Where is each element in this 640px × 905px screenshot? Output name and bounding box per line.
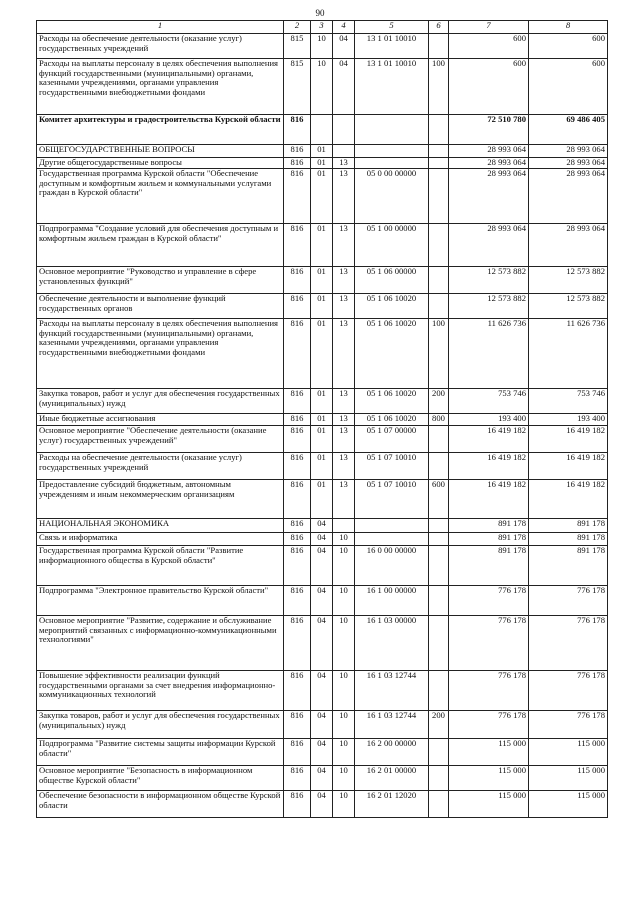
grbs-code-cell: 816 bbox=[284, 519, 311, 533]
budget-table bbox=[36, 20, 608, 818]
table-row bbox=[37, 616, 608, 671]
table-row bbox=[37, 453, 608, 480]
section-code-cell: 04 bbox=[311, 533, 333, 546]
row-name-cell: Расходы на обеспечение деятельности (оказание услуг) государственных учреждений bbox=[37, 34, 284, 59]
table-row bbox=[37, 169, 608, 224]
grbs-code-cell: 816 bbox=[284, 791, 311, 818]
column-number-row bbox=[37, 21, 608, 34]
row-name-cell: Расходы на выплаты персоналу в целях обеспечения выполнения функций государственными (муниципальными) органами, казенными учреждениями, органами управления государственными внебюджетными фондами bbox=[37, 319, 284, 389]
row-name-cell: Расходы на выплаты персоналу в целях обеспечения выполнения функций государственными (муниципальными) органами, казенными учреждениями, органами управления государственными внебюджетными фондами bbox=[37, 59, 284, 115]
row-name-cell: Основное мероприятие "Безопасность в информационном обществе Курской области" bbox=[37, 766, 284, 791]
col-header-amount-year2: 8 bbox=[529, 21, 608, 34]
amount-year2-cell: 776 178 bbox=[529, 616, 608, 671]
page-number: 90 bbox=[315, 8, 325, 18]
amount-year2-cell: 12 573 882 bbox=[529, 267, 608, 294]
amount-year2-cell: 28 993 064 bbox=[529, 145, 608, 158]
col-header-amount-year1: 7 bbox=[449, 21, 529, 34]
expense-type-cell bbox=[429, 791, 449, 818]
amount-year2-cell: 11 626 736 bbox=[529, 319, 608, 389]
amount-year2-cell: 115 000 bbox=[529, 739, 608, 766]
section-code-cell: 04 bbox=[311, 711, 333, 739]
col-header-section: 3 bbox=[311, 21, 333, 34]
amount-year2-cell: 16 419 182 bbox=[529, 480, 608, 519]
grbs-code-cell: 816 bbox=[284, 145, 311, 158]
grbs-code-cell: 816 bbox=[284, 739, 311, 766]
section-code-cell: 04 bbox=[311, 739, 333, 766]
amount-year1-cell: 776 178 bbox=[449, 671, 529, 711]
row-name-cell: Иные бюджетные ассигнования bbox=[37, 414, 284, 426]
amount-year1-cell: 193 400 bbox=[449, 414, 529, 426]
table-row bbox=[37, 115, 608, 145]
grbs-code-cell: 816 bbox=[284, 169, 311, 224]
amount-year1-cell: 115 000 bbox=[449, 791, 529, 818]
section-code-cell: 01 bbox=[311, 169, 333, 224]
target-article-cell: 16 1 03 00000 bbox=[355, 616, 429, 671]
expense-type-cell bbox=[429, 586, 449, 616]
target-article-cell: 05 1 00 00000 bbox=[355, 224, 429, 267]
subsection-code-cell: 10 bbox=[333, 739, 355, 766]
amount-year2-cell: 16 419 182 bbox=[529, 426, 608, 453]
expense-type-cell bbox=[429, 739, 449, 766]
row-name-cell: Основное мероприятие "Развитие, содержание и обслуживание мероприятий связанных с информационно-коммуникационными технологиями" bbox=[37, 616, 284, 671]
table-row bbox=[37, 389, 608, 414]
grbs-code-cell: 816 bbox=[284, 453, 311, 480]
amount-year2-cell: 193 400 bbox=[529, 414, 608, 426]
grbs-code-cell: 815 bbox=[284, 34, 311, 59]
amount-year2-cell: 891 178 bbox=[529, 546, 608, 586]
subsection-code-cell: 13 bbox=[333, 414, 355, 426]
section-code-cell: 01 bbox=[311, 294, 333, 319]
target-article-cell: 05 1 06 10020 bbox=[355, 319, 429, 389]
expense-type-cell: 600 bbox=[429, 480, 449, 519]
row-name-cell: Связь и информатика bbox=[37, 533, 284, 546]
subsection-code-cell: 13 bbox=[333, 453, 355, 480]
amount-year1-cell: 776 178 bbox=[449, 616, 529, 671]
subsection-code-cell: 13 bbox=[333, 294, 355, 319]
amount-year1-cell: 28 993 064 bbox=[449, 145, 529, 158]
table-row bbox=[37, 546, 608, 586]
target-article-cell: 16 1 03 12744 bbox=[355, 711, 429, 739]
grbs-code-cell: 816 bbox=[284, 158, 311, 169]
table-row bbox=[37, 426, 608, 453]
row-name-cell: Обеспечение безопасности в информационном обществе Курской области bbox=[37, 791, 284, 818]
subsection-code-cell: 04 bbox=[333, 59, 355, 115]
amount-year1-cell: 16 419 182 bbox=[449, 480, 529, 519]
amount-year2-cell: 891 178 bbox=[529, 519, 608, 533]
target-article-cell: 05 1 06 10020 bbox=[355, 389, 429, 414]
expense-type-cell: 100 bbox=[429, 319, 449, 389]
target-article-cell: 05 1 07 00000 bbox=[355, 426, 429, 453]
grbs-code-cell: 816 bbox=[284, 671, 311, 711]
col-header-expense-type: 6 bbox=[429, 21, 449, 34]
target-article-cell: 13 1 01 10010 bbox=[355, 59, 429, 115]
grbs-code-cell: 816 bbox=[284, 426, 311, 453]
target-article-cell: 05 1 06 10020 bbox=[355, 294, 429, 319]
target-article-cell: 16 2 00 00000 bbox=[355, 739, 429, 766]
amount-year1-cell: 12 573 882 bbox=[449, 294, 529, 319]
subsection-code-cell: 13 bbox=[333, 158, 355, 169]
subsection-code-cell bbox=[333, 115, 355, 145]
amount-year1-cell: 72 510 780 bbox=[449, 115, 529, 145]
row-name-cell: Предоставление субсидий бюджетным, автономным учреждениям и иным некоммерческим организациям bbox=[37, 480, 284, 519]
section-code-cell: 01 bbox=[311, 158, 333, 169]
target-article-cell: 16 1 00 00000 bbox=[355, 586, 429, 616]
expense-type-cell bbox=[429, 169, 449, 224]
amount-year2-cell: 115 000 bbox=[529, 766, 608, 791]
amount-year2-cell: 776 178 bbox=[529, 711, 608, 739]
section-code-cell: 10 bbox=[311, 59, 333, 115]
row-name-cell: Обеспечение деятельности и выполнение функций государственных органов bbox=[37, 294, 284, 319]
target-article-cell bbox=[355, 519, 429, 533]
table-row bbox=[37, 59, 608, 115]
amount-year2-cell: 12 573 882 bbox=[529, 294, 608, 319]
row-name-cell: Комитет архитектуры и градостроительства Курской области bbox=[37, 115, 284, 145]
amount-year1-cell: 28 993 064 bbox=[449, 169, 529, 224]
expense-type-cell bbox=[429, 224, 449, 267]
grbs-code-cell: 816 bbox=[284, 480, 311, 519]
target-article-cell: 13 1 01 10010 bbox=[355, 34, 429, 59]
expense-type-cell: 800 bbox=[429, 414, 449, 426]
col-header-name: 1 bbox=[37, 21, 284, 34]
row-name-cell: Основное мероприятие "Обеспечение деятельности (оказание услуг) государственных учреждений" bbox=[37, 426, 284, 453]
table-row bbox=[37, 766, 608, 791]
amount-year1-cell: 753 746 bbox=[449, 389, 529, 414]
section-code-cell: 04 bbox=[311, 671, 333, 711]
section-code-cell bbox=[311, 115, 333, 145]
amount-year1-cell: 600 bbox=[449, 34, 529, 59]
target-article-cell bbox=[355, 158, 429, 169]
target-article-cell bbox=[355, 145, 429, 158]
amount-year2-cell: 28 993 064 bbox=[529, 169, 608, 224]
grbs-code-cell: 816 bbox=[284, 294, 311, 319]
amount-year1-cell: 891 178 bbox=[449, 533, 529, 546]
expense-type-cell bbox=[429, 546, 449, 586]
section-code-cell: 04 bbox=[311, 791, 333, 818]
expense-type-cell bbox=[429, 616, 449, 671]
table-row bbox=[37, 414, 608, 426]
amount-year2-cell: 600 bbox=[529, 34, 608, 59]
expense-type-cell bbox=[429, 158, 449, 169]
grbs-code-cell: 816 bbox=[284, 115, 311, 145]
subsection-code-cell: 10 bbox=[333, 766, 355, 791]
amount-year1-cell: 12 573 882 bbox=[449, 267, 529, 294]
table-row bbox=[37, 158, 608, 169]
subsection-code-cell bbox=[333, 145, 355, 158]
subsection-code-cell: 13 bbox=[333, 224, 355, 267]
row-name-cell: Другие общегосударственные вопросы bbox=[37, 158, 284, 169]
amount-year2-cell: 115 000 bbox=[529, 791, 608, 818]
table-row bbox=[37, 711, 608, 739]
amount-year1-cell: 28 993 064 bbox=[449, 158, 529, 169]
expense-type-cell bbox=[429, 766, 449, 791]
expense-type-cell bbox=[429, 145, 449, 158]
table-row bbox=[37, 791, 608, 818]
expense-type-cell bbox=[429, 519, 449, 533]
row-name-cell: Повышение эффективности реализации функций государственными органами за счет внедрения информационно-коммуникационных технологий bbox=[37, 671, 284, 711]
row-name-cell: Закупка товаров, работ и услуг для обеспечения государственных (муниципальных) нужд bbox=[37, 711, 284, 739]
grbs-code-cell: 816 bbox=[284, 616, 311, 671]
target-article-cell bbox=[355, 115, 429, 145]
section-code-cell: 01 bbox=[311, 480, 333, 519]
subsection-code-cell: 04 bbox=[333, 34, 355, 59]
section-code-cell: 01 bbox=[311, 414, 333, 426]
table-row bbox=[37, 480, 608, 519]
grbs-code-cell: 816 bbox=[284, 224, 311, 267]
subsection-code-cell: 10 bbox=[333, 791, 355, 818]
subsection-code-cell: 10 bbox=[333, 586, 355, 616]
col-header-subsection: 4 bbox=[333, 21, 355, 34]
subsection-code-cell: 10 bbox=[333, 546, 355, 586]
amount-year1-cell: 28 993 064 bbox=[449, 224, 529, 267]
amount-year1-cell: 11 626 736 bbox=[449, 319, 529, 389]
expense-type-cell: 200 bbox=[429, 711, 449, 739]
subsection-code-cell: 13 bbox=[333, 267, 355, 294]
amount-year1-cell: 16 419 182 bbox=[449, 426, 529, 453]
grbs-code-cell: 816 bbox=[284, 586, 311, 616]
table-row bbox=[37, 34, 608, 59]
amount-year1-cell: 16 419 182 bbox=[449, 453, 529, 480]
subsection-code-cell bbox=[333, 519, 355, 533]
row-name-cell: Подпрограмма "Развитие системы защиты информации Курской области" bbox=[37, 739, 284, 766]
section-code-cell: 04 bbox=[311, 766, 333, 791]
row-name-cell: Подпрограмма "Электронное правительство Курской области" bbox=[37, 586, 284, 616]
amount-year2-cell: 776 178 bbox=[529, 671, 608, 711]
target-article-cell: 05 0 00 00000 bbox=[355, 169, 429, 224]
expense-type-cell bbox=[429, 426, 449, 453]
col-header-target-code: 5 bbox=[355, 21, 429, 34]
amount-year2-cell: 16 419 182 bbox=[529, 453, 608, 480]
grbs-code-cell: 816 bbox=[284, 766, 311, 791]
subsection-code-cell: 10 bbox=[333, 671, 355, 711]
subsection-code-cell: 13 bbox=[333, 389, 355, 414]
target-article-cell: 16 1 03 12744 bbox=[355, 671, 429, 711]
amount-year1-cell: 891 178 bbox=[449, 519, 529, 533]
amount-year1-cell: 776 178 bbox=[449, 711, 529, 739]
target-article-cell: 16 0 00 00000 bbox=[355, 546, 429, 586]
subsection-code-cell: 10 bbox=[333, 616, 355, 671]
expense-type-cell: 200 bbox=[429, 389, 449, 414]
amount-year2-cell: 753 746 bbox=[529, 389, 608, 414]
section-code-cell: 04 bbox=[311, 616, 333, 671]
amount-year1-cell: 115 000 bbox=[449, 766, 529, 791]
grbs-code-cell: 816 bbox=[284, 533, 311, 546]
target-article-cell: 05 1 06 00000 bbox=[355, 267, 429, 294]
table-row bbox=[37, 739, 608, 766]
table-row bbox=[37, 267, 608, 294]
target-article-cell: 16 2 01 12020 bbox=[355, 791, 429, 818]
expense-type-cell bbox=[429, 115, 449, 145]
expense-type-cell bbox=[429, 453, 449, 480]
table-row bbox=[37, 294, 608, 319]
table-row bbox=[37, 533, 608, 546]
target-article-cell: 05 1 07 10010 bbox=[355, 453, 429, 480]
grbs-code-cell: 816 bbox=[284, 414, 311, 426]
section-code-cell: 01 bbox=[311, 453, 333, 480]
amount-year1-cell: 776 178 bbox=[449, 586, 529, 616]
grbs-code-cell: 816 bbox=[284, 319, 311, 389]
row-name-cell: НАЦИОНАЛЬНАЯ ЭКОНОМИКА bbox=[37, 519, 284, 533]
section-code-cell: 04 bbox=[311, 546, 333, 586]
grbs-code-cell: 816 bbox=[284, 267, 311, 294]
target-article-cell: 05 1 06 10020 bbox=[355, 414, 429, 426]
amount-year2-cell: 28 993 064 bbox=[529, 158, 608, 169]
grbs-code-cell: 816 bbox=[284, 711, 311, 739]
table-row bbox=[37, 224, 608, 267]
amount-year1-cell: 891 178 bbox=[449, 546, 529, 586]
row-name-cell: Государственная программа Курской области "Развитие информационного общества в Курской области" bbox=[37, 546, 284, 586]
section-code-cell: 04 bbox=[311, 519, 333, 533]
section-code-cell: 01 bbox=[311, 389, 333, 414]
amount-year1-cell: 115 000 bbox=[449, 739, 529, 766]
section-code-cell: 01 bbox=[311, 224, 333, 267]
table-row bbox=[37, 671, 608, 711]
section-code-cell: 01 bbox=[311, 426, 333, 453]
section-code-cell: 01 bbox=[311, 319, 333, 389]
subsection-code-cell: 13 bbox=[333, 480, 355, 519]
target-article-cell bbox=[355, 533, 429, 546]
table-row bbox=[37, 519, 608, 533]
row-name-cell: Основное мероприятие "Руководство и управление в сфере установленных функций" bbox=[37, 267, 284, 294]
grbs-code-cell: 816 bbox=[284, 389, 311, 414]
amount-year1-cell: 600 bbox=[449, 59, 529, 115]
row-name-cell: Закупка товаров, работ и услуг для обеспечения государственных (муниципальных) нужд bbox=[37, 389, 284, 414]
row-name-cell: Расходы на обеспечение деятельности (оказание услуг) государственных учреждений bbox=[37, 453, 284, 480]
expense-type-cell bbox=[429, 533, 449, 546]
section-code-cell: 01 bbox=[311, 267, 333, 294]
subsection-code-cell: 10 bbox=[333, 711, 355, 739]
subsection-code-cell: 10 bbox=[333, 533, 355, 546]
expense-type-cell: 100 bbox=[429, 59, 449, 115]
col-header-grbs: 2 bbox=[284, 21, 311, 34]
row-name-cell: Подпрограмма "Создание условий для обеспечения доступным и комфортным жильем граждан в Курской области" bbox=[37, 224, 284, 267]
row-name-cell: ОБЩЕГОСУДАРСТВЕННЫЕ ВОПРОСЫ bbox=[37, 145, 284, 158]
amount-year2-cell: 28 993 064 bbox=[529, 224, 608, 267]
subsection-code-cell: 13 bbox=[333, 426, 355, 453]
expense-type-cell bbox=[429, 34, 449, 59]
row-name-cell: Государственная программа Курской области "Обеспечение доступным и комфортным жильем и коммунальными услугами граждан в Курской области" bbox=[37, 169, 284, 224]
expense-type-cell bbox=[429, 671, 449, 711]
subsection-code-cell: 13 bbox=[333, 319, 355, 389]
amount-year2-cell: 69 486 405 bbox=[529, 115, 608, 145]
subsection-code-cell: 13 bbox=[333, 169, 355, 224]
amount-year2-cell: 776 178 bbox=[529, 586, 608, 616]
expense-type-cell bbox=[429, 267, 449, 294]
table-row bbox=[37, 145, 608, 158]
amount-year2-cell: 600 bbox=[529, 59, 608, 115]
section-code-cell: 01 bbox=[311, 145, 333, 158]
section-code-cell: 04 bbox=[311, 586, 333, 616]
grbs-code-cell: 816 bbox=[284, 546, 311, 586]
expense-type-cell bbox=[429, 294, 449, 319]
amount-year2-cell: 891 178 bbox=[529, 533, 608, 546]
table-row bbox=[37, 586, 608, 616]
grbs-code-cell: 815 bbox=[284, 59, 311, 115]
target-article-cell: 05 1 07 10010 bbox=[355, 480, 429, 519]
target-article-cell: 16 2 01 00000 bbox=[355, 766, 429, 791]
section-code-cell: 10 bbox=[311, 34, 333, 59]
table-row bbox=[37, 319, 608, 389]
